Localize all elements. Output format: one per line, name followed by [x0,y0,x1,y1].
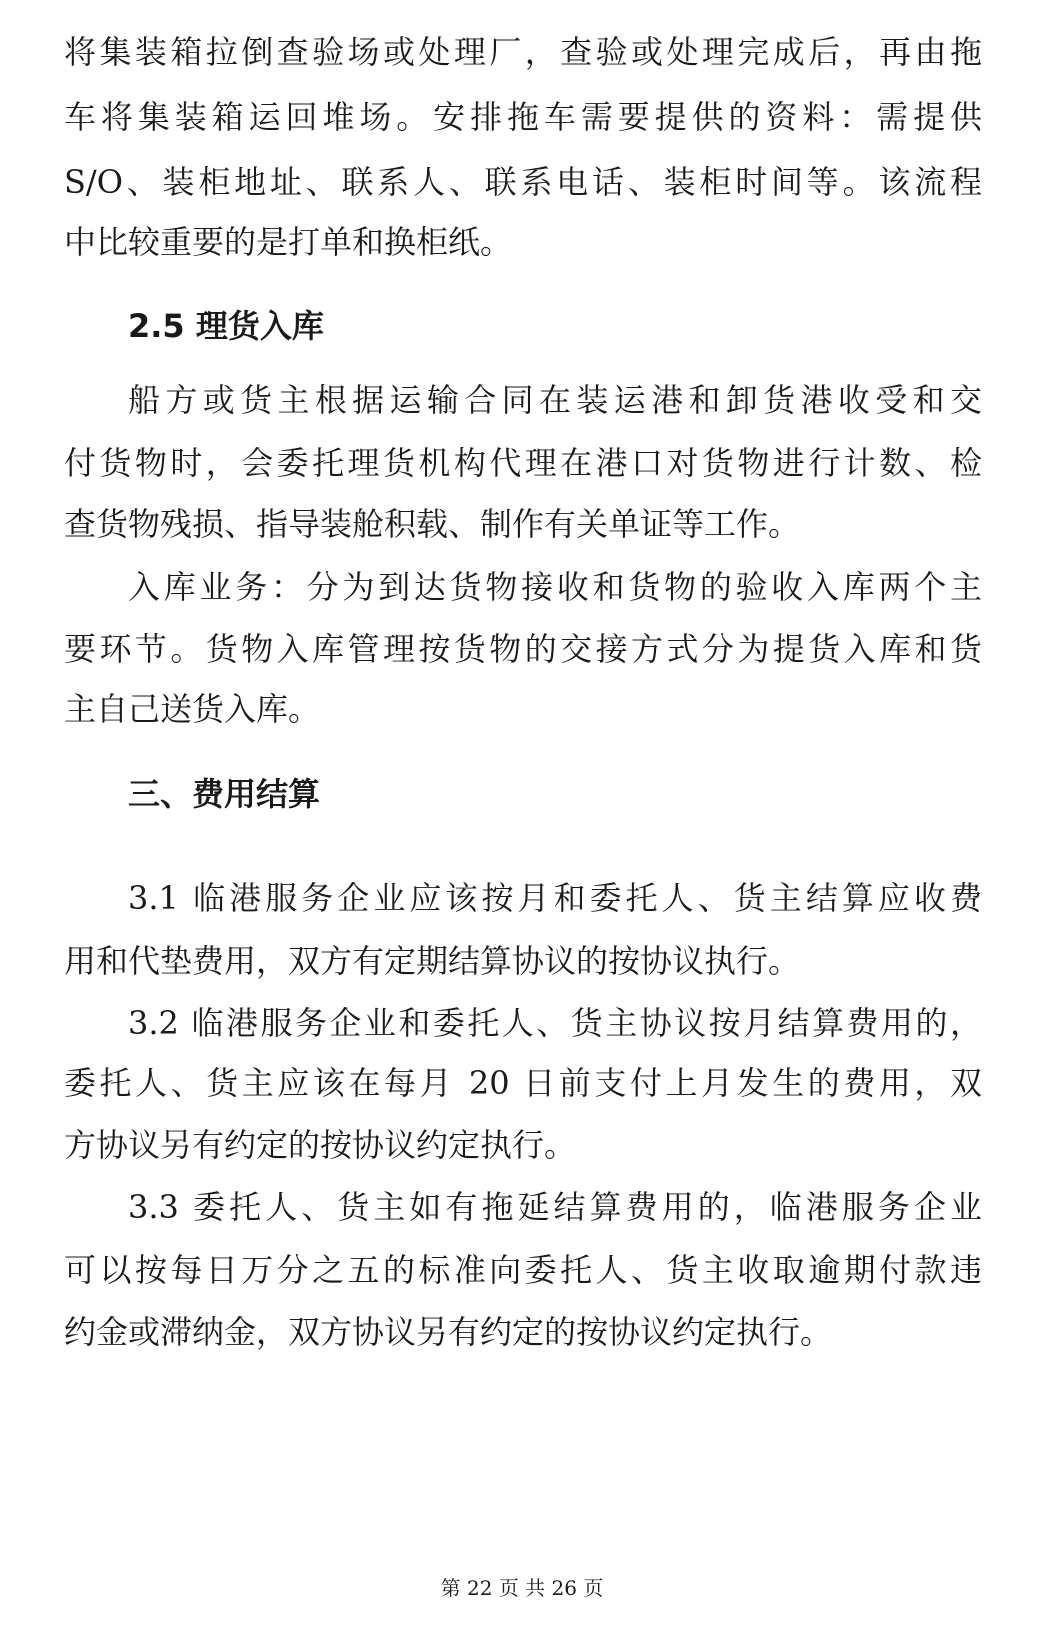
paragraph-line: 车将集装箱运回堆场。安排拖车需要提供的资料：需提供 [64,98,982,136]
paragraph-line: 中比较重要的是打单和换柜纸。 [64,223,513,261]
paragraph-line: 3.3 委托人、货主如有拖延结算费用的，临港服务企业 [128,1188,982,1226]
paragraph-line: 委托人、货主应该在每月 20 日前支付上月发生的费用，双 [64,1064,982,1102]
section-heading: 2.5 理货入库 [128,307,324,345]
paragraph-line: 方协议另有约定的按协议约定执行。 [64,1126,577,1164]
page-footer: 第 22 页 共 26 页 [440,1576,604,1600]
paragraph-line: 要环节。货物入库管理按货物的交接方式分为提货入库和货 [64,630,982,668]
paragraph-line: 将集装箱拉倒查验场或处理厂，查验或处理完成后，再由拖 [64,33,982,71]
paragraph-line: 3.1 临港服务企业应该按月和委托人、货主结算应收费 [128,879,982,917]
paragraph-line: 主自己送货入库。 [64,690,321,728]
paragraph-line: 入库业务：分为到达货物接收和货物的验收入库两个主 [128,568,982,606]
paragraph-line: 约金或滞纳金，双方协议另有约定的按协议约定执行。 [64,1313,833,1351]
paragraph-line: 付货物时，会委托理货机构代理在港口对货物进行计数、检 [64,444,982,482]
paragraph-line: 可以按每日万分之五的标准向委托人、货主收取逾期付款违 [64,1251,982,1289]
paragraph-line: 用和代垫费用，双方有定期结算协议的按协议执行。 [64,942,801,980]
paragraph-line: 船方或货主根据运输合同在装运港和卸货港收受和交 [128,381,982,419]
paragraph-line: 3.2 临港服务企业和委托人、货主协议按月结算费用的， [128,1004,982,1042]
section-heading: 三、费用结算 [128,775,321,813]
paragraph-line: 查货物残损、指导装舱积载、制作有关单证等工作。 [64,505,801,543]
paragraph-line: S/O、装柜地址、联系人、联系电话、装柜时间等。该流程 [64,163,982,201]
